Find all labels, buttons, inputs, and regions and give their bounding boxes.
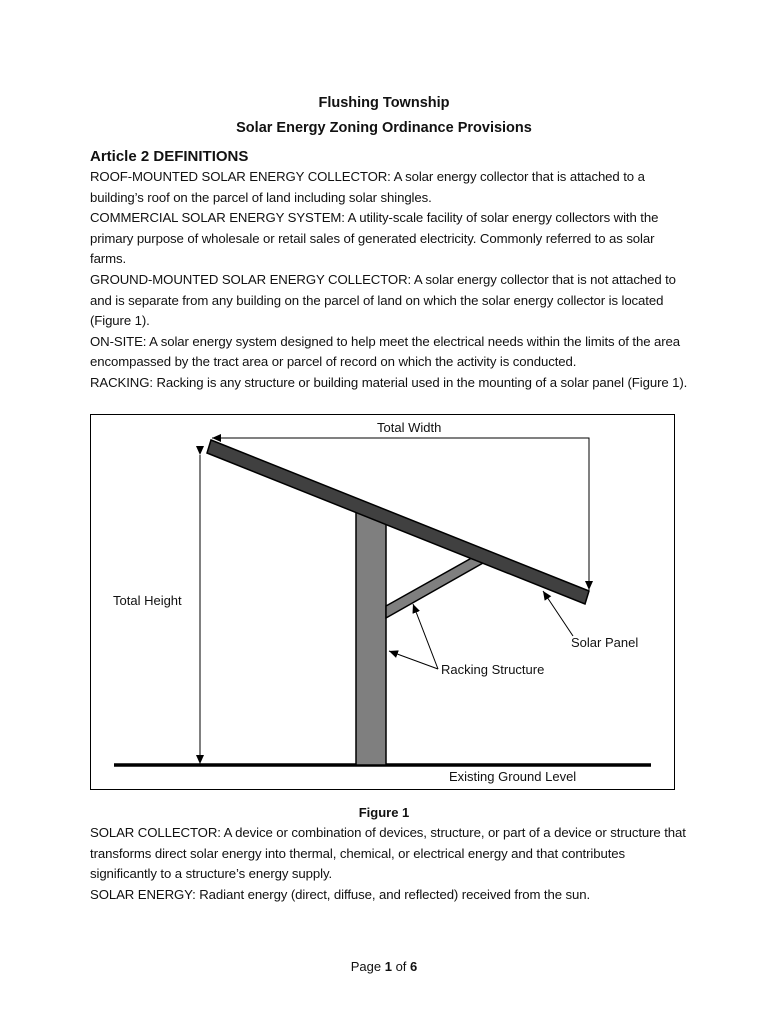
mount-post	[356, 511, 386, 765]
definition-on-site: ON-SITE: A solar energy system designed to help meet the electrical needs within the limits of the area encompassed by the tract area or parcel of record on which the activity is conducted.	[90, 333, 681, 370]
ground-level-label: Existing Ground Level	[449, 769, 577, 784]
total-width-label: Total Width	[377, 420, 442, 435]
document-title: Flushing Township	[318, 95, 450, 111]
page-footer	[0, 959, 768, 974]
total-width-dimension	[213, 438, 589, 587]
definition-solar-energy: SOLAR ENERGY: Radiant energy (direct, diffuse, and reflected) received from the sun.	[90, 886, 591, 902]
page-number: 1	[384, 959, 392, 974]
definition-solar-collector: SOLAR COLLECTOR: A device or combination of devices, structure, or part of a device or structure that transforms direct solar energy into thermal, chemical, or electrical energy and that contributes significantly to a structure’s energy supply.	[90, 825, 686, 882]
definition-racking: RACKING: Racking is any structure or building material used in the mounting of a solar panel (Figure 1).	[90, 374, 688, 390]
definition-roof-mounted: ROOF-MOUNTED SOLAR ENERGY COLLECTOR: A solar energy collector that is attached to a building’s roof on the parcel of land including solar shingles.	[90, 169, 645, 205]
racking-pointer-brace	[413, 604, 438, 669]
total-height-label: Total Height	[113, 593, 182, 608]
page-total: 6	[410, 959, 418, 974]
page-word: Page	[350, 959, 382, 974]
definitions-top	[90, 167, 690, 394]
article-heading: Article 2 DEFINITIONS	[90, 148, 249, 165]
racking-brace	[386, 555, 483, 618]
solar-panel-shape	[207, 440, 589, 604]
figure-caption: Figure 1	[358, 805, 410, 820]
of-word: of	[395, 959, 407, 974]
document-subtitle: Solar Energy Zoning Ordinance Provisions	[236, 120, 532, 136]
definition-commercial-system: COMMERCIAL SOLAR ENERGY SYSTEM: A utility-scale facility of solar energy collectors with the primary purpose of wholesale or retail sales of generated electricity. Commonly referred to as solar farms.	[90, 210, 659, 267]
definition-ground-mounted: GROUND-MOUNTED SOLAR ENERGY COLLECTOR: A solar energy collector that is not attached to and is separate from any building on the parcel of land on which the solar energy collector is located (Figure 1).	[90, 271, 676, 329]
solar-panel-label: Solar Panel	[571, 635, 639, 650]
figure-1-diagram	[90, 414, 675, 790]
definitions-bottom	[90, 823, 690, 905]
racking-pointer-post	[389, 651, 438, 669]
racking-structure-label: Racking Structure	[441, 662, 545, 677]
